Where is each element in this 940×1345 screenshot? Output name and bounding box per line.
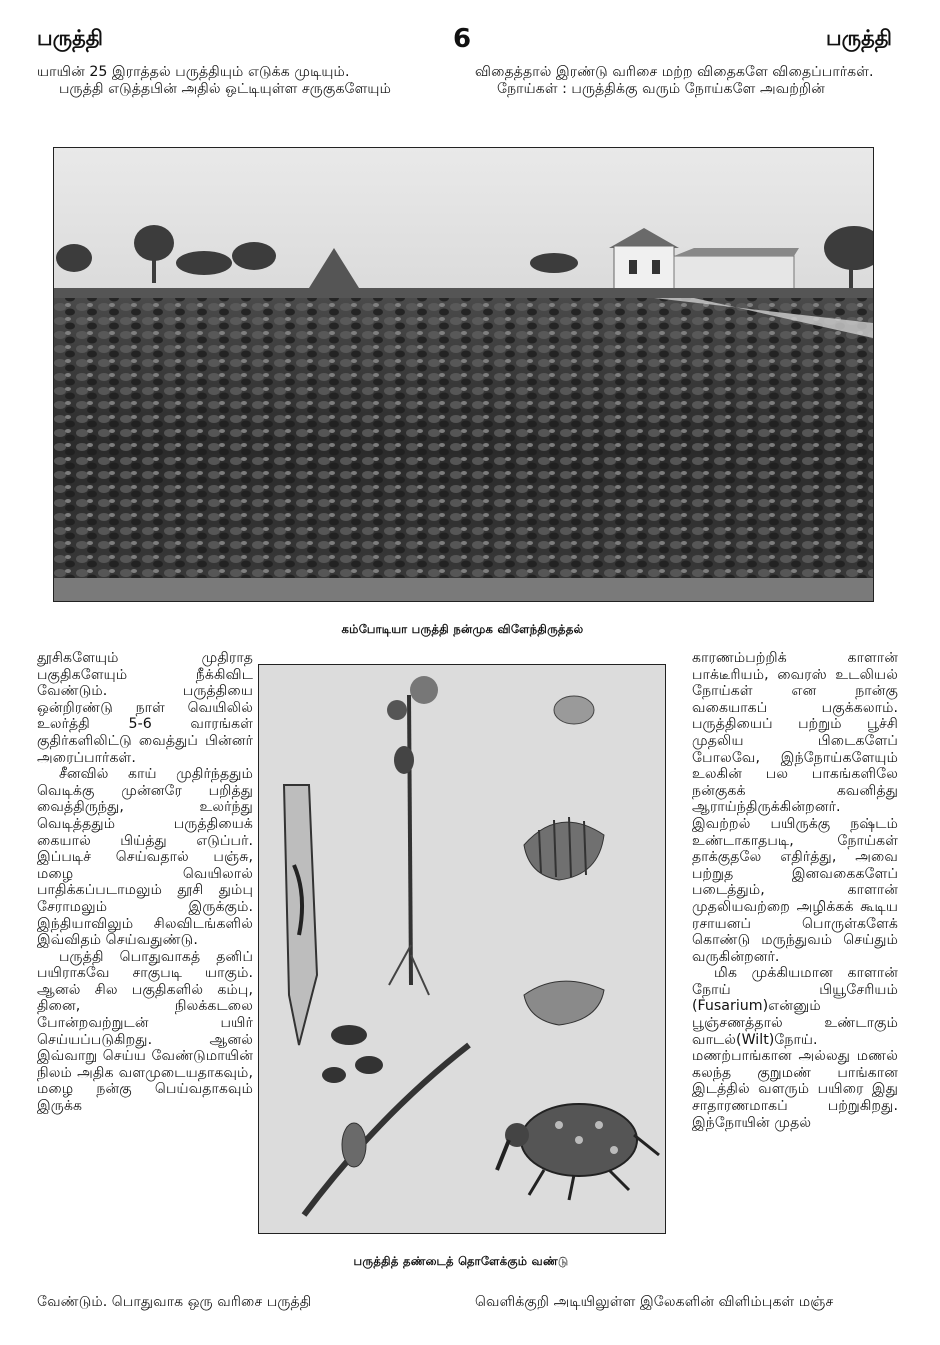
bottom-line-right: வெளிக்குறி அடியிலுள்ள இலேகளின் விளிம்புகள் மஞ்ச [475, 1294, 834, 1310]
cotton-field-photo [53, 147, 874, 602]
paragraph: பருத்தி எடுத்தபின் அதில் ஒட்டியுள்ள சருகுகளேயும் [59, 80, 391, 97]
paragraph: தூசிகளேயும் முதிராத பகுதிகளேயும் நீக்கிவிட வேண்டும். பருத்தியை ஒன்றிரண்டு நாள் வெயிலில் உலர்த்தி 5-6 வாரங்கள் குதிர்களிலிட்டு வைத்துப் பின்னர் அரைப்பார்கள். [37, 650, 253, 766]
top-left-text [37, 64, 465, 97]
paragraph: நோய்கள் : பருத்திக்கு வரும் நோய்களே அவற்றின் [497, 80, 825, 97]
paragraph: காரணம்பற்றிக் காளான் பாக்டீரியம், வைரஸ் உடலியல் நோய்கள் என நான்கு வகையாகப் பகுக்கலாம். பருத்தியைப் பற்றும் பூச்சி முதலிய பிடைகளேப் போலவே, இந்நோய்களேயும் உலகின் பல பாகங்களிலே நன்குகக் கவனித்து ஆராய்ந்திருக்கின்றனர். இவற்றல் பயிருக்கு நஷ்டம் உண்டாகாதபடி, நோய்கள் தாக்குதலே எதிர்த்து, அவை பற்றுத இனவகைகளேப் படைத்தும், காளான் முதலியவற்றை அழிக்கக் கூடிய ரசாயனப் பொருள்களேக் கொண்டு மருந்துவம் செய்தும் வருகின்றனர். [692, 650, 898, 965]
paragraph: சீனவில் காய் முதிர்ந்ததும் வெடிக்கு முன்னரே பறித்து வைத்திருந்து, உலர்ந்து வெடித்ததும் பருத்தியைக் கையால் பிய்த்து எடுப்பர். இப்படிச் செய்வதால் பஞ்சு, மழை வெயிலால் பாதிக்கப்படாமலும் தூசி தும்பு சேராமலும் இருக்கும். இந்தியாவிலும் சிலவிடங்களில் இவ்விதம் செய்வதுண்டு. [37, 766, 253, 949]
paragraph: யாயின் 25 இராத்தல் பருத்தியும் எடுக்க முடியும். [37, 64, 350, 80]
left-column-text [37, 650, 253, 1115]
page-number: 6 [453, 24, 472, 54]
photo-2-caption: பருத்தித் தண்டைத் தொளேக்கும் வண்டு [353, 1254, 569, 1268]
running-header-right: பருத்தி [826, 26, 892, 50]
running-header-left: பருத்தி [37, 26, 103, 50]
top-right-text [475, 64, 895, 97]
bottom-line-left: வேண்டும். பொதுவாக ஒரு வரிசை பருத்தி [37, 1294, 312, 1310]
stem-borer-illustration [259, 665, 665, 1233]
paragraph: மிக முக்கியமான காளான் நோய் பியூசேரியம் (Fusarium)என்னும் பூஞ்சணத்தால் உண்டாகும் வாடல்(Wilt)நோய். மணற்பாங்கான அல்லது மணல் கலந்த குறுமண் பாங்கான இடத்தில் வளரும் பயிரை இது சாதாரணமாகப் பற்றுகிறது. இந்நோயின் முதல் [692, 965, 898, 1131]
right-column-text [692, 650, 898, 1131]
cotton-field-illustration [54, 148, 873, 601]
paragraph: விதைத்தால் இரண்டு வரிசை மற்ற விதைகளே விதைப்பார்கள். [475, 64, 874, 80]
stem-borer-plate [258, 664, 666, 1234]
photo-1-caption: கம்போடியா பருத்தி நன்முக விளேந்திருத்தல் [341, 622, 584, 636]
paragraph: பருத்தி பொதுவாகத் தனிப் பயிராகவே சாகுபடி யாகும். ஆனல் சில பகுதிகளில் கம்பு, தினை, நிலக்கடலை போன்றவற்றுடன் பயிர் செய்யப்படுகிறது. ஆனல் இவ்வாறு செய்ய வேண்டுமாயின் நிலம் அதிக வளமுடையதாகவும், மழை நன்கு பெய்வதாகவும் இருக்க [37, 948, 253, 1115]
